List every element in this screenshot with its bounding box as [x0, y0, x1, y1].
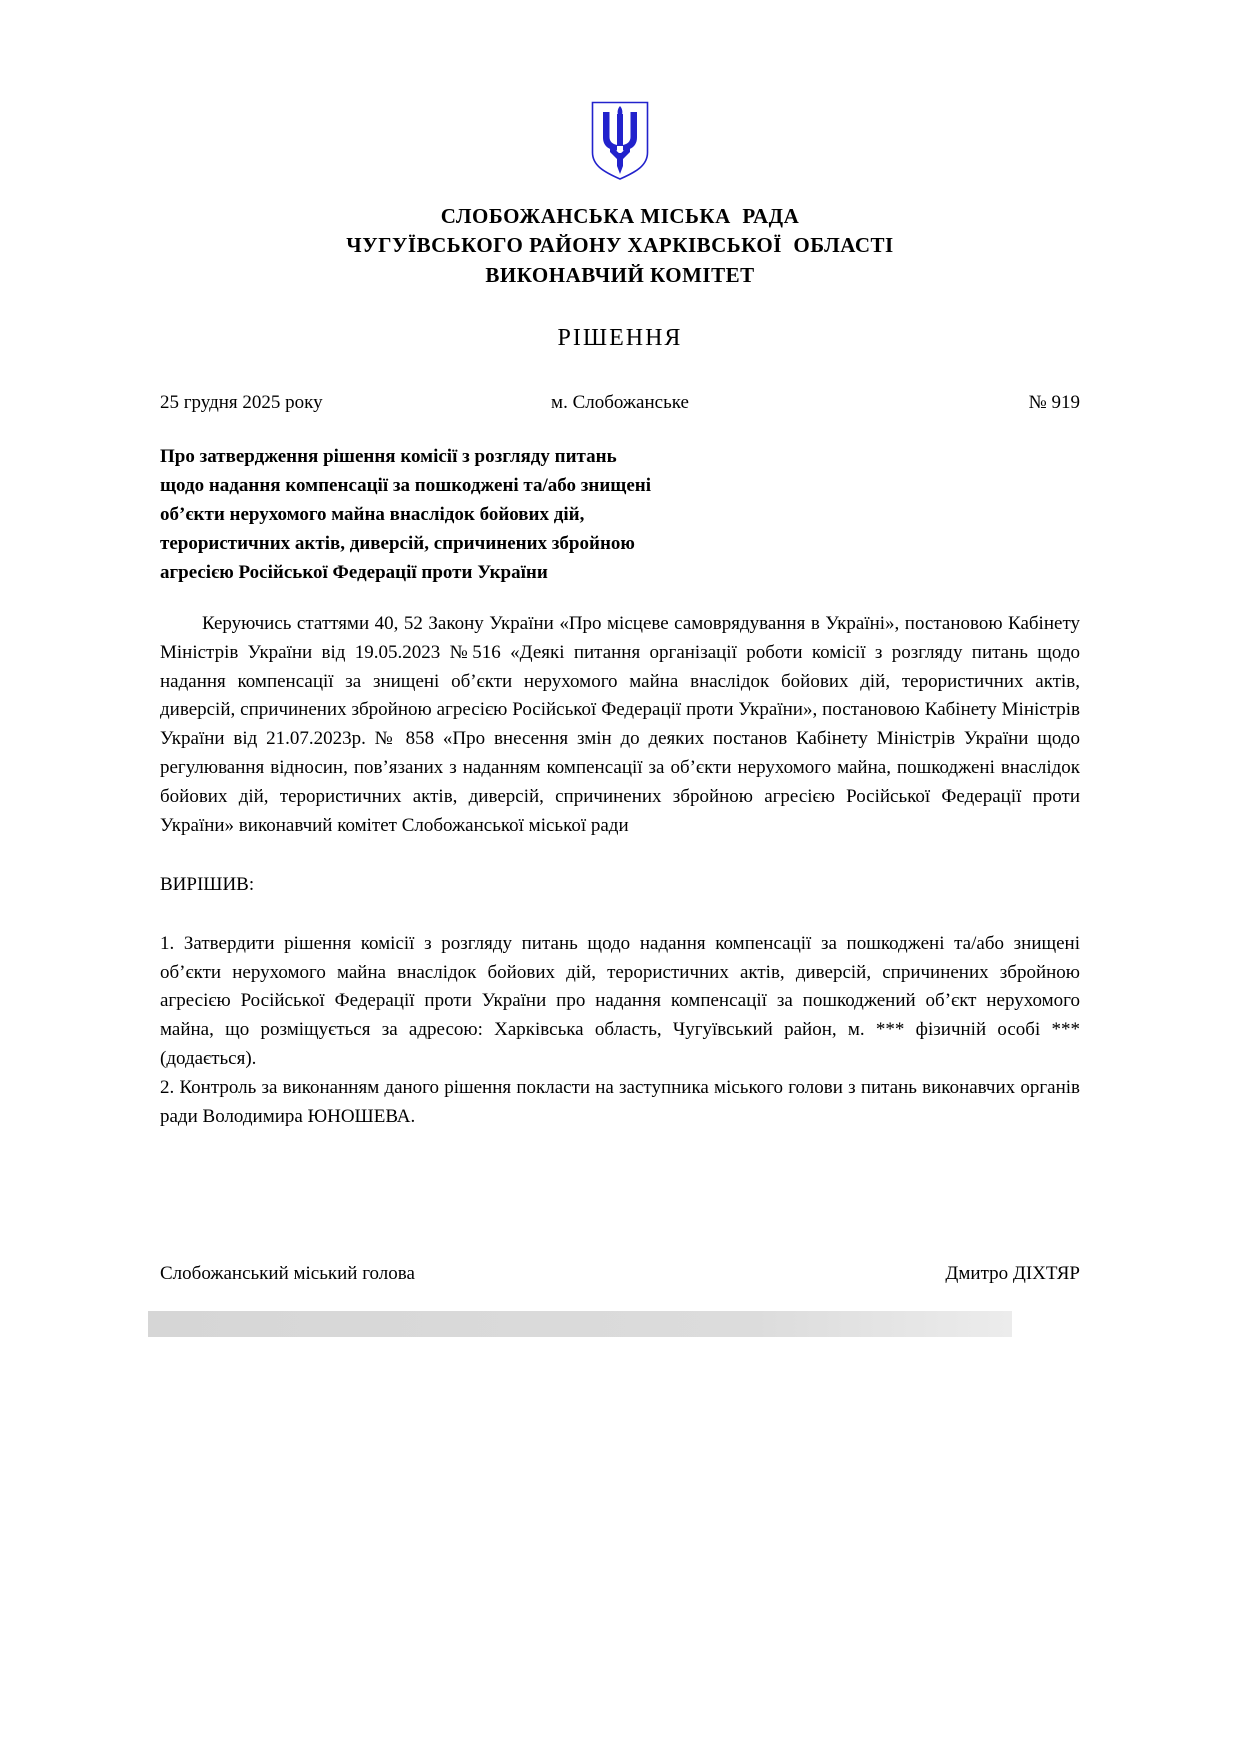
subject-line: об’єкти нерухомого майна внаслідок бойових дій,: [160, 504, 585, 526]
ukraine-trident-icon: [589, 100, 651, 182]
decision-item-1: 1. Затвердити рішення комісії з розгляду питань щодо надання компенсації за пошкоджені та/або знищені об’єкти нерухомого майна внаслідок бойових дій, терористичних актів, диверсій, спричинених збройною агресією Російської Федерації проти України про надання компенсації за пошкоджений об’єкт нерухомого майна, що розміщується за адресою: Харківська область, Чугуївський район, м. *** фізичній особі *** (додається).: [160, 932, 1080, 1070]
subject-line: терористичних актів, диверсій, спричинених збройною: [160, 533, 635, 555]
meta-row: [160, 389, 1080, 418]
subject-line: агресією Російської Федерації проти України: [160, 561, 548, 583]
org-name-line2: ЧУГУЇВСЬКОГО РАЙОНУ ХАРКІВСЬКОЇ ОБЛАСТІ: [346, 233, 894, 258]
document-type-title: РІШЕННЯ: [557, 325, 683, 352]
subject-line: щодо надання компенсації за пошкоджені та/або знищені: [160, 475, 652, 497]
signature-row: [160, 1260, 1080, 1289]
decision-item-2: 2. Контроль за виконанням даного рішення покласти на заступника міського голови з питань виконавчих органів ради Володимира ЮНОШЕВА.: [160, 1077, 1080, 1127]
decision-items: [160, 930, 1080, 1132]
coat-of-arms: [588, 100, 652, 192]
document-number: № 919: [1028, 391, 1080, 413]
resolved-label: ВИРІШИВ:: [160, 873, 255, 895]
preamble-paragraph: Керуючись статтями 40, 52 Закону України «Про місцеве самоврядування в Україні», постановою Кабінету Міністрів України від 19.05.2023 №516 «Деякі питання організації роботи комісії з розгляду питань щодо надання компенсації за знищені об’єкти нерухомого майна внаслідок бойових дій, терористичних актів, диверсій, спричинених збройною агресією Російської Федерації проти України», постановою Кабінету Міністрів України від 21.07.2023р. № 858 «Про внесення змін до деяких постанов Кабінету Міністрів України щодо регулювання відносин, пов’язаних з наданням компенсації за об’єкти нерухомого майна, пошкоджені внаслідок бойових дій, терористичних актів, диверсій, спричинених збройною агресією Російської Федерації проти України» виконавчий комітет Слобожанської міської ради: [160, 612, 1080, 836]
org-name-line1: СЛОБОЖАНСЬКА МІСЬКА РАДА: [440, 203, 800, 228]
org-name-line3: ВИКОНАВЧИЙ КОМІТЕТ: [485, 262, 755, 287]
signer-name: Дмитро ДІХТЯР: [945, 1262, 1080, 1284]
signer-position: Слобожанський міський голова: [160, 1262, 415, 1284]
document-date: 25 грудня 2025 року: [160, 391, 323, 413]
subject-line: Про затвердження рішення комісії з розгляду питань: [160, 446, 617, 468]
subject-block: [160, 443, 800, 587]
document-place: м. Слобожанське: [551, 391, 689, 413]
redaction-bar: [148, 1311, 1012, 1337]
